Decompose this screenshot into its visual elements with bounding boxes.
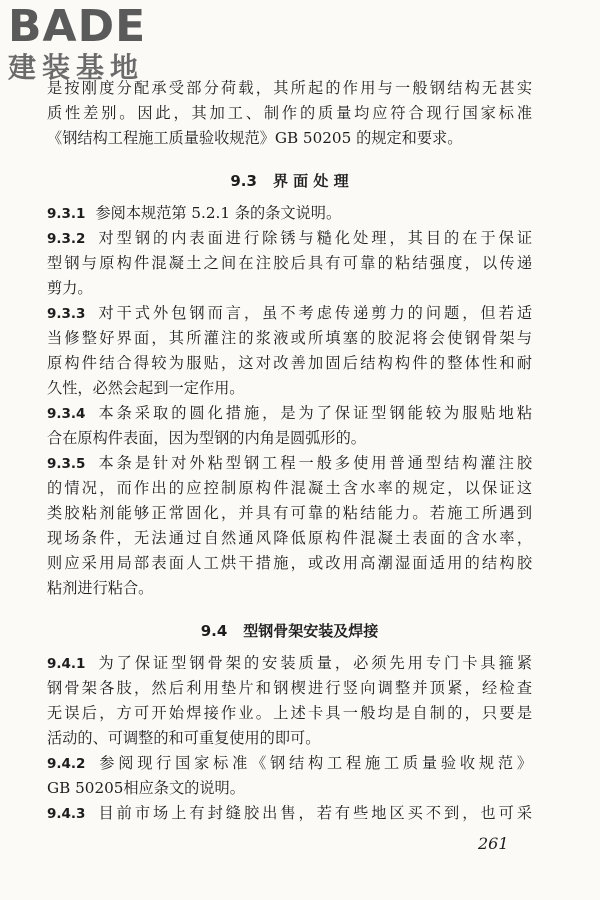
- clause-number: 9.4.2: [47, 756, 86, 772]
- clause-text: 现场条件，无法通过自然通风降低原构件混凝土表面的含水率，: [47, 529, 532, 547]
- clause-9-4-1: [47, 651, 532, 751]
- clause-text: 本条采取的圆化措施，是为了保证型钢能较为服贴地粘: [95, 404, 532, 422]
- clause-9-4-3: [47, 801, 532, 826]
- page-number: 261: [478, 834, 509, 853]
- clause-text: 对型钢的内表面进行除锈与糙化处理，其目的在于保证: [95, 229, 532, 247]
- clause-9-3-3: [47, 301, 532, 401]
- clause-text: 剪力。: [47, 279, 93, 297]
- intro-line: 《钢结构工程施工质量验收规范》GB 50205 的规定和要求。: [47, 129, 463, 147]
- clause-9-3-1: [47, 201, 532, 226]
- clause-text: 参阅现行国家标准《钢结构工程施工质量验收规范》: [95, 754, 532, 772]
- intro-line: 是按刚度分配承受部分荷载，其所起的作用与一般钢结构无甚实: [47, 79, 532, 97]
- clause-text: 类胶粘剂能够正常固化，并具有可靠的粘结能力。若施工所遇到: [47, 504, 532, 522]
- clause-number: 9.3.1: [47, 206, 86, 222]
- section-heading-9-4: [47, 611, 532, 651]
- clause-9-4-2: [47, 751, 532, 801]
- clause-text: GB 50205相应条文的说明。: [47, 779, 245, 797]
- page-body: [47, 76, 532, 826]
- intro-paragraph: [47, 76, 532, 151]
- clause-text: 本条是针对外粘型钢工程一般多使用普通型结构灌注胶: [95, 454, 532, 472]
- section-heading-9-3: [47, 161, 532, 201]
- clause-text: 久性，必然会起到一定作用。: [47, 379, 245, 397]
- section-number: 9.4: [200, 622, 228, 640]
- clause-text: 型钢与原构件混凝土之间在注胶后具有可靠的粘结强度，以传递: [47, 254, 532, 272]
- section-title: 界 面 处 理: [272, 172, 349, 190]
- clause-9-3-4: [47, 401, 532, 451]
- clause-text: 则应采用局部表面人工烘干措施，或改用高潮湿面适用的结构胶: [47, 554, 532, 572]
- clause-number: 9.4.1: [47, 656, 86, 672]
- clause-text: 无误后，方可开始焊接作业。上述卡具一般均是自制的，只要是: [47, 704, 532, 722]
- publisher-logo: [8, 1, 178, 86]
- clause-number: 9.3.4: [47, 406, 86, 422]
- clause-number: 9.3.2: [47, 231, 86, 247]
- clause-text: 钢骨架各肢，然后利用垫片和钢楔进行竖向调整并顶紧，经检查: [47, 679, 532, 697]
- clause-text: 对干式外包钢而言，虽不考虑传递剪力的问题，但若适: [95, 304, 532, 322]
- clause-9-3-5: [47, 451, 532, 601]
- logo-cjk-text: 建装基地: [8, 51, 145, 84]
- clause-text: 的情况，而作出的应控制原构件混凝土含水率的规定，以保证这: [47, 479, 532, 497]
- clause-9-3-2: [47, 226, 532, 301]
- clause-number: 9.3.5: [47, 456, 86, 472]
- clause-text: 目前市场上有封缝胶出售，若有些地区买不到，也可采: [95, 804, 532, 822]
- logo-latin-text: BADE: [8, 1, 147, 52]
- clause-text: 粘剂进行粘合。: [47, 579, 154, 597]
- intro-line: 质性差别。因此，其加工、制作的质量均应符合现行国家标准: [47, 104, 532, 122]
- clause-number: 9.4.3: [47, 806, 86, 822]
- clause-text: 为了保证型钢骨架的安装质量，必须先用专门卡具箍紧: [95, 654, 532, 672]
- clause-number: 9.3.3: [47, 306, 86, 322]
- clause-text: 当修整好界面，其所灌注的浆液或所填塞的胶泥将会使钢骨架与: [47, 329, 532, 347]
- clause-text: 原构件结合得较为服贴，这对改善加固后结构构件的整体性和耐: [47, 354, 532, 372]
- clause-text: 活动的、可调整的和可重复使用的即可。: [47, 729, 321, 747]
- section-number: 9.3: [230, 172, 257, 190]
- clause-text: 参阅本规范第 5.2.1 条的条文说明。: [95, 204, 342, 222]
- section-title: 型钢骨架安装及焊接: [243, 622, 379, 640]
- clause-text: 合在原构件表面，因为型钢的内角是圆弧形的。: [47, 429, 366, 447]
